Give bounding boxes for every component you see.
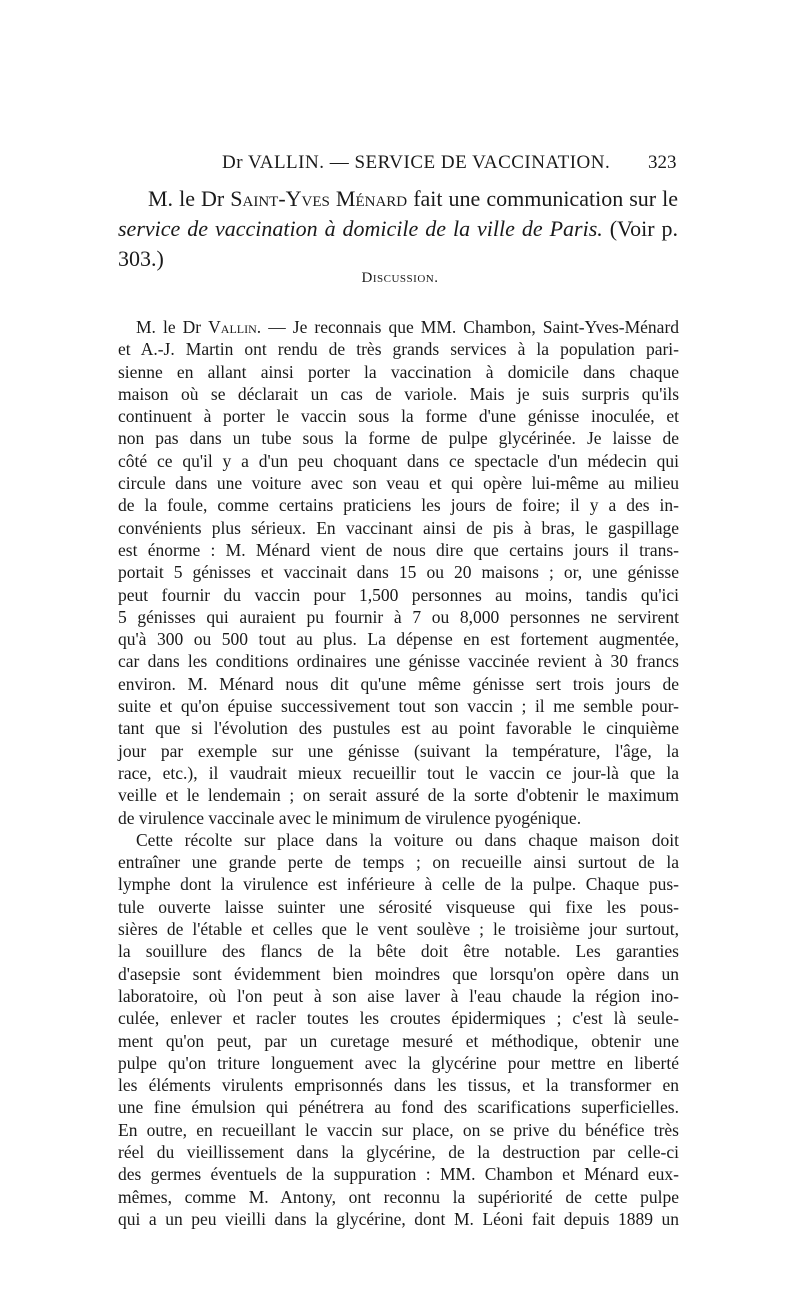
speech-line: qu'à 300 ou 500 tout au plus. La dépense en est fortement augmentée, [118,629,679,650]
page-number: 323 [648,152,677,173]
speech-line: environ. M. Ménard nous dit qu'une même génisse sert trois jours de [118,673,679,694]
intro-text: fait une communication sur le [413,186,679,211]
paragraph-line: une fine émulsion qui pénétrera au fond des scarifications superficielles. [118,1097,679,1118]
body-text [118,316,679,1230]
paragraph-line: sières de l'étable et celles que le vent soulève ; le troisième jour surtout, [118,919,679,940]
speech-line: continuent à porter le vaccin sous la forme d'une génisse inoculée, et [118,406,679,427]
paragraph-line: mêmes, comme M. Antony, ont reconnu la supériorité de cette pulpe [118,1186,679,1207]
intro-page-ref: (Voir p. 303.) [118,216,679,271]
paragraph-line: En outre, en recueillant le vaccin sur place, on se prive du bénéfice très [118,1119,679,1140]
paragraph-line: la souillure des flancs de la bête doit être notable. Les garanties [118,941,679,962]
speech-line: de virulence vaccinale avec le minimum de virulence pyogénique. [118,807,582,828]
speech-line: veille et le lendemain ; on serait assuré de la sorte d'obtenir le maximum [118,785,679,806]
intro-speaker: Saint-Yves Ménard [230,186,408,211]
paragraph-line: ment qu'on peut, par un curetage mesuré et méthodique, obtenir une [118,1030,679,1051]
speech-line: portait 5 génisses et vaccinait dans 15 ou 20 maisons ; or, une génisse [118,562,679,583]
speech-line: M. le Dr Vallin. — Je reconnais que MM. Chambon, Saint-Yves-Ménard [136,317,680,337]
speech-prefix: M. le Dr [136,317,202,337]
running-head [0,152,800,176]
paragraph-line: Cette récolte sur place dans la voiture ou dans chaque maison doit [136,829,679,850]
speech-line: sienne en allant ainsi porter la vaccination à domicile dans chaque [118,361,679,382]
speech-line: côté ce qu'il y a d'un peu choquant dans ce spectacle d'un médecin qui [118,450,679,471]
paragraph-line: tule ouverte laisse suinter une sérosité visqueuse qui fixe les pous- [118,896,679,917]
paragraph-line: réel du vieillissement dans la glycérine, de la destruction par celle-ci [118,1141,679,1162]
speech-paragraph [118,316,679,829]
speech-line: jour par exemple sur une génisse (suivant la température, l'âge, la [118,740,679,761]
speech-line: tant que si l'évolution des pustules est au point favorable le cinquième [118,718,679,739]
speech-line: circule dans une voiture avec son veau et qui opère lui-même au milieu [118,473,679,494]
paragraph-line: des germes éventuels de la suppuration : MM. Chambon et Ménard eux- [118,1164,679,1185]
speech-line: non pas dans un tube sous la forme de pulpe glycérinée. Je laisse de [118,428,679,449]
speech-line: suite et qu'on épuise successivement tout son vaccin ; il me semble pour- [118,696,679,717]
paragraph-2 [118,829,679,1230]
speech-line: est énorme : M. Ménard vient de nous dire que certains jours il trans- [118,539,679,560]
speech-speaker: Vallin. [208,317,262,337]
section-heading: Discussion. [361,270,439,286]
paragraph-line: qui a un peu vieilli dans la glycérine, dont M. Léoni fait depuis 1889 un [118,1208,679,1229]
speech-line: race, etc.), il vaudrait mieux recueillir tout le vaccin ce jour-là que la [118,762,679,783]
paragraph-line: entraîner une grande perte de temps ; on recueille ainsi surtout de la [118,852,679,873]
speech-line: et A.-J. Martin ont rendu de très grands services à la population pari- [118,339,679,360]
speech-line: maison où se déclarait un cas de variole. Mais je suis surpris qu'ils [118,383,679,404]
speech-line: car dans les conditions ordinaires une génisse vaccinée revient à 30 francs [118,651,679,672]
intro-paragraph [118,184,678,274]
speech-line: convénients plus sérieux. En vaccinant ainsi de pis à bras, le gaspillage [118,517,679,538]
paragraph-line: culée, enlever et racler toutes les croutes épidermiques ; c'est là seule- [118,1008,679,1029]
running-title: Dr VALLIN. — SERVICE DE VACCINATION. [222,152,611,173]
paragraph-line: laboratoire, où l'on peut à son aise laver à l'eau chaude la région ino- [118,985,679,1006]
speech-line: 5 génisses qui auraient pu fournir à 7 ou 8,000 personnes ne servirent [118,606,679,627]
paragraph-line: d'asepsie sont évidemment bien moindres que lorsqu'on opère dans un [118,963,679,984]
intro-prefix: M. le Dr [148,186,225,211]
paragraph-line: les éléments virulents emprisonnés dans les tissus, et la transformer en [118,1075,679,1096]
paragraph-line: lymphe dont la virulence est inférieure à celle de la pulpe. Chaque pus- [118,874,679,895]
speech-line: peut fournir du vaccin pour 1,500 personnes au moins, tandis qu'ici [118,584,679,605]
intro-italic-title: service de vaccination à domicile de la ville de Paris. [118,216,603,241]
speech-line: de la foule, comme certains praticiens les jours de foire; il y a des in- [118,495,679,516]
paragraph-line: pulpe qu'on triture longuement avec la glycérine pour mettre en liberté [118,1052,679,1073]
